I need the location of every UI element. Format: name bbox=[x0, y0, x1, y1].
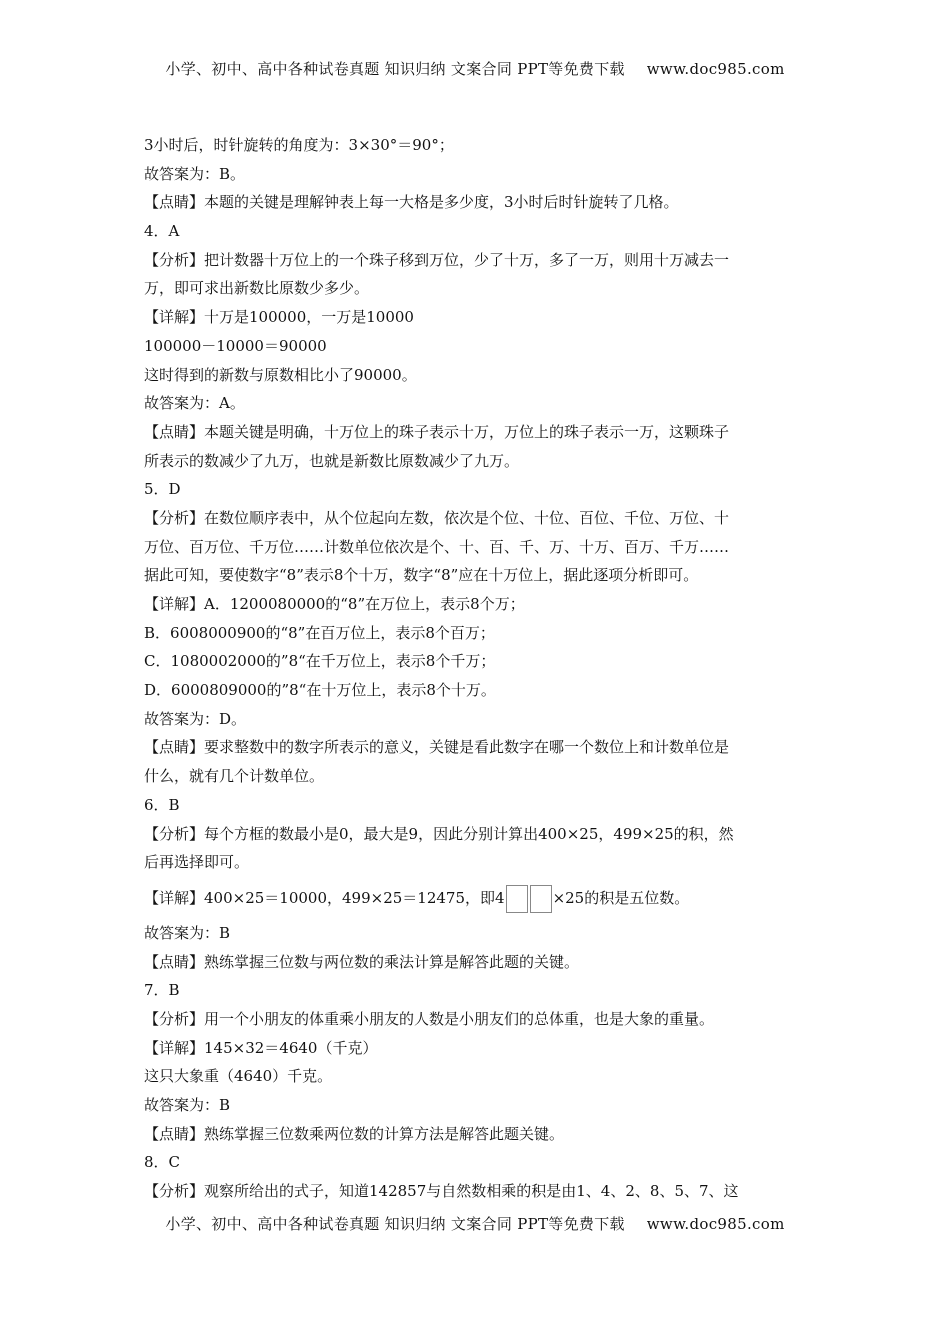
detail-line-with-boxes bbox=[144, 877, 800, 919]
header-text: 小学、初中、高中各种试卷真题 知识归纳 文案合同 PPT等免费下载 bbox=[165, 60, 625, 78]
page-footer bbox=[0, 1213, 950, 1234]
document-body bbox=[144, 131, 800, 1206]
text-line: 【分析】每个方框的数最小是0，最大是9，因此分别计算出400×25，499×25的积，然 bbox=[144, 824, 734, 843]
text-line: 故答案为：A。 bbox=[144, 394, 245, 413]
question-number: 4．A bbox=[144, 222, 180, 241]
text-line: 【点睛】熟练掌握三位数与两位数的乘法计算是解答此题的关键。 bbox=[144, 952, 580, 971]
question-number: 8．C bbox=[144, 1153, 181, 1172]
detail-after: ×25的积是五位数。 bbox=[552, 888, 690, 907]
text-line: 100000－10000＝90000 bbox=[144, 336, 327, 355]
question-number: 7．B bbox=[144, 981, 180, 1000]
text-line: 故答案为：B bbox=[144, 923, 231, 942]
question-number: 5．D bbox=[144, 480, 181, 499]
text-line: 后再选择即可。 bbox=[144, 853, 250, 872]
text-line: 3小时后，时针旋转的角度为：3×30°＝90°； bbox=[144, 136, 454, 154]
detail-before: 【详解】400×25＝10000，499×25＝12475，即4 bbox=[144, 888, 505, 907]
blank-box bbox=[530, 885, 552, 913]
text-line: D．6000809000的”8“在十万位上，表示8个十万。 bbox=[144, 681, 496, 700]
text-line: 故答案为：D。 bbox=[144, 709, 247, 728]
footer-site-link[interactable]: www.doc985.com bbox=[646, 1215, 785, 1233]
text-line: 万，即可求出新数比原数少多少。 bbox=[144, 279, 370, 298]
text-line: 【详解】145×32＝4640（千克） bbox=[144, 1038, 378, 1057]
text-line: 这时得到的新数与原数相比小了90000。 bbox=[144, 365, 417, 384]
text-line: 所表示的数减少了九万，也就是新数比原数减少了九万。 bbox=[144, 451, 520, 470]
text-line: 【分析】观察所给出的式子，知道142857与自然数相乘的积是由1、4、2、8、5、7、这 bbox=[144, 1182, 739, 1201]
question-number: 6．B bbox=[144, 795, 180, 814]
page-header bbox=[0, 58, 950, 79]
text-line: 什么，就有几个计数单位。 bbox=[144, 767, 325, 786]
text-line: 【点睛】本题的关键是理解钟表上每一大格是多少度，3小时后时针旋转了几格。 bbox=[144, 193, 679, 212]
text-line: 【分析】用一个小朋友的体重乘小朋友的人数是小朋友们的总体重，也是大象的重量。 bbox=[144, 1009, 715, 1028]
text-line: 【点睛】熟练掌握三位数乘两位数的计算方法是解答此题关键。 bbox=[144, 1124, 565, 1143]
text-line: B．6008000900的“8”在百万位上，表示8个百万； bbox=[144, 623, 495, 642]
text-line: 【详解】十万是100000，一万是10000 bbox=[144, 308, 414, 327]
text-line: 【点睛】本题关键是明确，十万位上的珠子表示十万，万位上的珠子表示一万，这颗珠子 bbox=[144, 422, 730, 441]
text-line: 故答案为：B。 bbox=[144, 164, 246, 183]
header-site-link[interactable]: www.doc985.com bbox=[646, 60, 785, 78]
blank-box bbox=[506, 885, 528, 913]
text-line: 【点睛】要求整数中的数字所表示的意义，关键是看此数字在哪一个数位上和计数单位是 bbox=[144, 738, 730, 757]
text-line: 故答案为：B bbox=[144, 1096, 231, 1114]
text-line: 【详解】A．1200080000的“8”在万位上，表示8个万； bbox=[144, 595, 525, 613]
text-line: 据此可知，要使数字“8”表示8个十万，数字“8”应在十万位上，据此逐项分析即可。 bbox=[144, 566, 699, 585]
text-line: 【分析】把计数器十万位上的一个珠子移到万位，少了十万，多了一万，则用十万减去一 bbox=[144, 250, 730, 269]
text-line: C．1080002000的”8“在千万位上，表示8个千万； bbox=[144, 652, 496, 671]
text-line: 万位、百万位、千万位……计数单位依次是个、十、百、千、万、十万、百万、千万…… bbox=[144, 537, 730, 556]
text-line: 这只大象重（4640）千克。 bbox=[144, 1067, 333, 1086]
text-line: 【分析】在数位顺序表中，从个位起向左数，依次是个位、十位、百位、千位、万位、十 bbox=[144, 508, 730, 527]
footer-text: 小学、初中、高中各种试卷真题 知识归纳 文案合同 PPT等免费下载 bbox=[165, 1215, 625, 1233]
